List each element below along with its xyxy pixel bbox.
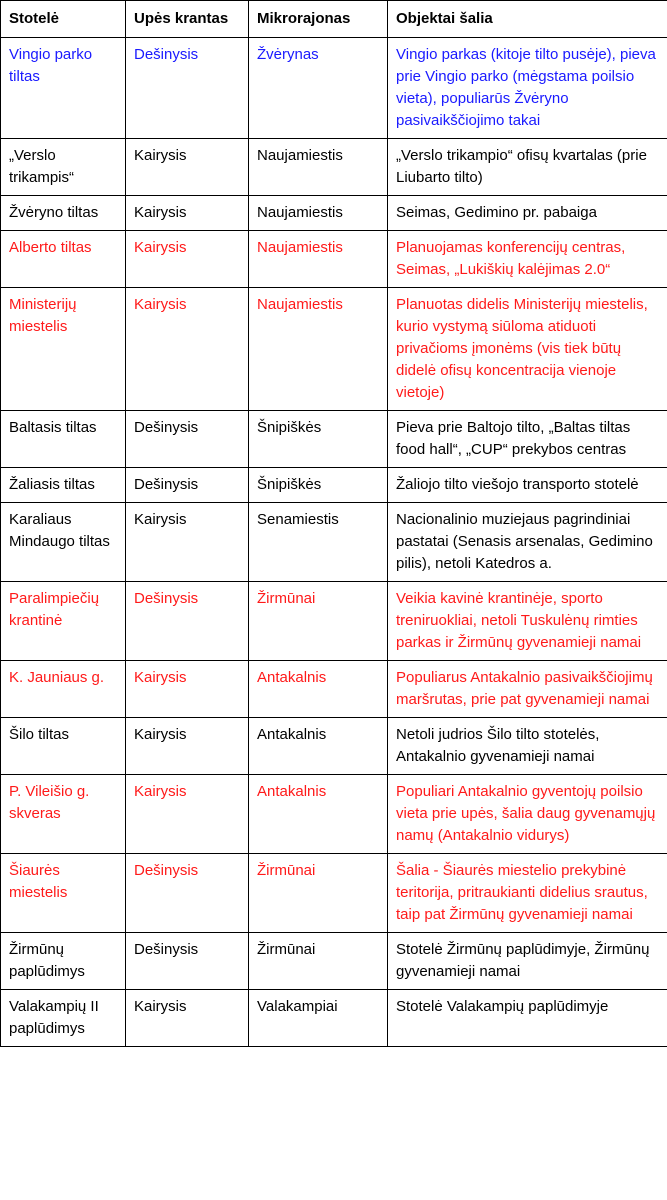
table-row <box>1 411 667 468</box>
cell-river-bank: Kairysis <box>126 661 249 718</box>
header-nearby-objects: Objektai šalia <box>388 1 667 38</box>
header-stop: Stotelė <box>1 1 126 38</box>
header-row <box>1 1 667 38</box>
cell-district: Antakalnis <box>249 718 388 775</box>
cell-river-bank: Dešinysis <box>126 468 249 503</box>
cell-nearby-objects: Planuotas didelis Ministerijų miestelis, kurio vystymą siūloma atiduoti privačioms įmonėms (vis tiek būtų didelė ofisų koncentracija vienoje vietoje) <box>388 288 667 411</box>
cell-stop: Valakampių II paplūdimys <box>1 990 126 1047</box>
table-row <box>1 38 667 139</box>
cell-river-bank: Kairysis <box>126 718 249 775</box>
cell-river-bank: Kairysis <box>126 503 249 582</box>
cell-nearby-objects: Stotelė Žirmūnų paplūdimyje, Žirmūnų gyvenamieji namai <box>388 933 667 990</box>
cell-district: Šnipiškės <box>249 468 388 503</box>
table-body <box>1 38 667 1047</box>
cell-river-bank: Dešinysis <box>126 411 249 468</box>
cell-stop: K. Jauniaus g. <box>1 661 126 718</box>
cell-stop: Žirmūnų paplūdimys <box>1 933 126 990</box>
cell-river-bank: Dešinysis <box>126 38 249 139</box>
cell-nearby-objects: Seimas, Gedimino pr. pabaiga <box>388 196 667 231</box>
cell-district: Naujamiestis <box>249 196 388 231</box>
cell-nearby-objects: Nacionalinio muziejaus pagrindiniai pastatai (Senasis arsenalas, Gedimino pilis), netoli Katedros a. <box>388 503 667 582</box>
cell-nearby-objects: Žaliojo tilto viešojo transporto stotelė <box>388 468 667 503</box>
cell-stop: „Verslo trikampis“ <box>1 139 126 196</box>
table-row <box>1 288 667 411</box>
header-district: Mikrorajonas <box>249 1 388 38</box>
cell-district: Naujamiestis <box>249 231 388 288</box>
cell-stop: Paralimpiečių krantinė <box>1 582 126 661</box>
cell-district: Žirmūnai <box>249 854 388 933</box>
table-row <box>1 231 667 288</box>
cell-river-bank: Dešinysis <box>126 854 249 933</box>
cell-nearby-objects: Veikia kavinė krantinėje, sporto treniruokliai, netoli Tuskulėnų rimties parkas ir Žirmūnų gyvenamieji namai <box>388 582 667 661</box>
table-row <box>1 661 667 718</box>
table-row <box>1 196 667 231</box>
cell-nearby-objects: Stotelė Valakampių paplūdimyje <box>388 990 667 1047</box>
cell-nearby-objects: Šalia - Šiaurės miestelio prekybinė teritorija, pritraukianti didelius srautus, taip pat Žirmūnų gyvenamieji namai <box>388 854 667 933</box>
cell-river-bank: Kairysis <box>126 288 249 411</box>
cell-stop: Karaliaus Mindaugo tiltas <box>1 503 126 582</box>
cell-nearby-objects: Populiarus Antakalnio pasivaikščiojimų maršrutas, prie pat gyvenamieji namai <box>388 661 667 718</box>
cell-stop: Ministerijų miestelis <box>1 288 126 411</box>
cell-nearby-objects: Planuojamas konferencijų centras, Seimas, „Lukiškių kalėjimas 2.0“ <box>388 231 667 288</box>
cell-river-bank: Kairysis <box>126 231 249 288</box>
table-row <box>1 775 667 854</box>
table-row <box>1 582 667 661</box>
cell-district: Antakalnis <box>249 661 388 718</box>
cell-river-bank: Kairysis <box>126 196 249 231</box>
table-row <box>1 503 667 582</box>
cell-stop: P. Vileišio g. skveras <box>1 775 126 854</box>
cell-river-bank: Dešinysis <box>126 582 249 661</box>
header-river-bank: Upės krantas <box>126 1 249 38</box>
cell-stop: Žvėryno tiltas <box>1 196 126 231</box>
cell-nearby-objects: Populiari Antakalnio gyventojų poilsio vieta prie upės, šalia daug gyvenamųjų namų (Antakalnio vidurys) <box>388 775 667 854</box>
cell-nearby-objects: Pieva prie Baltojo tilto, „Baltas tiltas food hall“, „CUP“ prekybos centras <box>388 411 667 468</box>
table-row <box>1 718 667 775</box>
cell-river-bank: Kairysis <box>126 990 249 1047</box>
cell-nearby-objects: Vingio parkas (kitoje tilto pusėje), pieva prie Vingio parko (mėgstama poilsio vieta), populiarūs Žvėryno pasivaikščiojimo takai <box>388 38 667 139</box>
cell-district: Žirmūnai <box>249 933 388 990</box>
cell-district: Naujamiestis <box>249 288 388 411</box>
cell-district: Valakampiai <box>249 990 388 1047</box>
cell-nearby-objects: Netoli judrios Šilo tilto stotelės, Antakalnio gyvenamieji namai <box>388 718 667 775</box>
table-row <box>1 933 667 990</box>
cell-river-bank: Kairysis <box>126 775 249 854</box>
cell-stop: Šiaurės miestelis <box>1 854 126 933</box>
cell-district: Naujamiestis <box>249 139 388 196</box>
cell-stop: Alberto tiltas <box>1 231 126 288</box>
cell-district: Antakalnis <box>249 775 388 854</box>
cell-stop: Baltasis tiltas <box>1 411 126 468</box>
cell-nearby-objects: „Verslo trikampio“ ofisų kvartalas (prie Liubarto tilto) <box>388 139 667 196</box>
cell-district: Žirmūnai <box>249 582 388 661</box>
table-row <box>1 990 667 1047</box>
cell-district: Šnipiškės <box>249 411 388 468</box>
table-row <box>1 468 667 503</box>
cell-stop: Vingio parko tiltas <box>1 38 126 139</box>
cell-stop: Žaliasis tiltas <box>1 468 126 503</box>
table-row <box>1 139 667 196</box>
cell-district: Senamiestis <box>249 503 388 582</box>
cell-stop: Šilo tiltas <box>1 718 126 775</box>
cell-district: Žvėrynas <box>249 38 388 139</box>
table-header <box>1 1 667 38</box>
table-row <box>1 854 667 933</box>
cell-river-bank: Kairysis <box>126 139 249 196</box>
cell-river-bank: Dešinysis <box>126 933 249 990</box>
